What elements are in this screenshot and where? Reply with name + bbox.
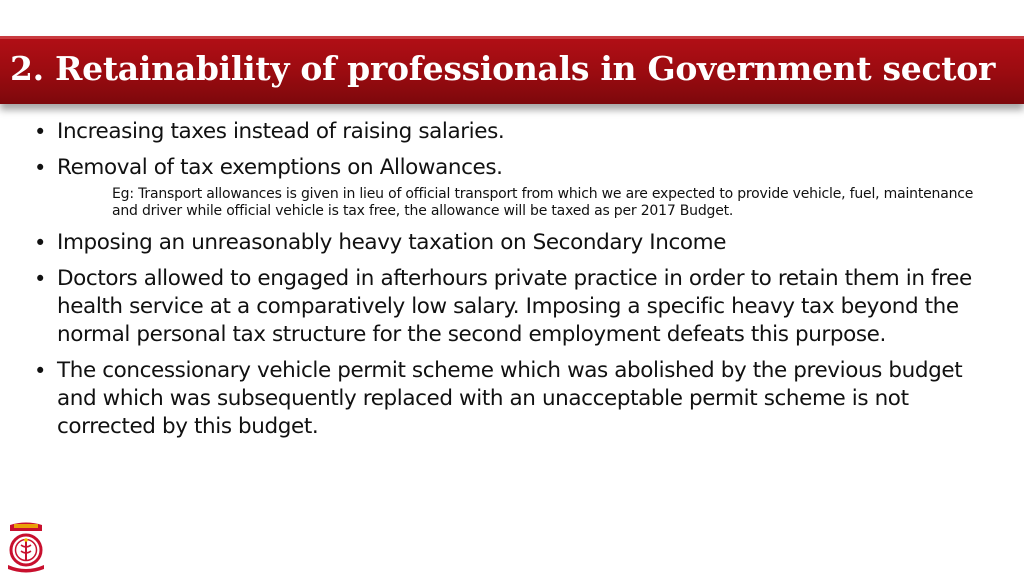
bullet-icon: • [34, 359, 46, 383]
slide-title: 2. Retainability of professionals in Government sector [10, 49, 996, 88]
bullet-item [32, 118, 1007, 146]
bullet-text: Removal of tax exemptions on Allowances. [57, 155, 503, 180]
example-note: Eg: Transport allowances is given in lieu of official transport from which we are expected to provide vehicle, fuel, maintenance and driver while official vehicle is tax free, the allowance will be taxed as per 2017 Budget. [112, 186, 974, 219]
slide-content [32, 118, 1007, 449]
bullet-text: Doctors allowed to engaged in afterhours private practice in order to retain them in free health service at a comparatively low salary. Imposing a specific heavy tax beyond the normal personal tax structure for the second employment defeats this purpose. [57, 266, 972, 347]
bullet-text: The concessionary vehicle permit scheme which was abolished by the previous budget and which was subsequently replaced with an unacceptable permit scheme is not corrected by this budget. [57, 358, 963, 439]
bullet-item [32, 154, 1007, 182]
bullet-icon: • [34, 156, 46, 180]
bullet-text: Imposing an unreasonably heavy taxation on Secondary Income [57, 230, 727, 255]
association-emblem-icon [4, 521, 48, 573]
bullet-icon: • [34, 231, 46, 255]
bullet-icon: • [34, 120, 46, 144]
bullet-icon: • [34, 267, 46, 291]
bullet-text: Increasing taxes instead of raising salaries. [57, 119, 505, 144]
bullet-item [32, 229, 1007, 257]
bullet-list [32, 118, 1007, 441]
bullet-item [32, 357, 1007, 441]
bullet-item [32, 265, 1007, 349]
